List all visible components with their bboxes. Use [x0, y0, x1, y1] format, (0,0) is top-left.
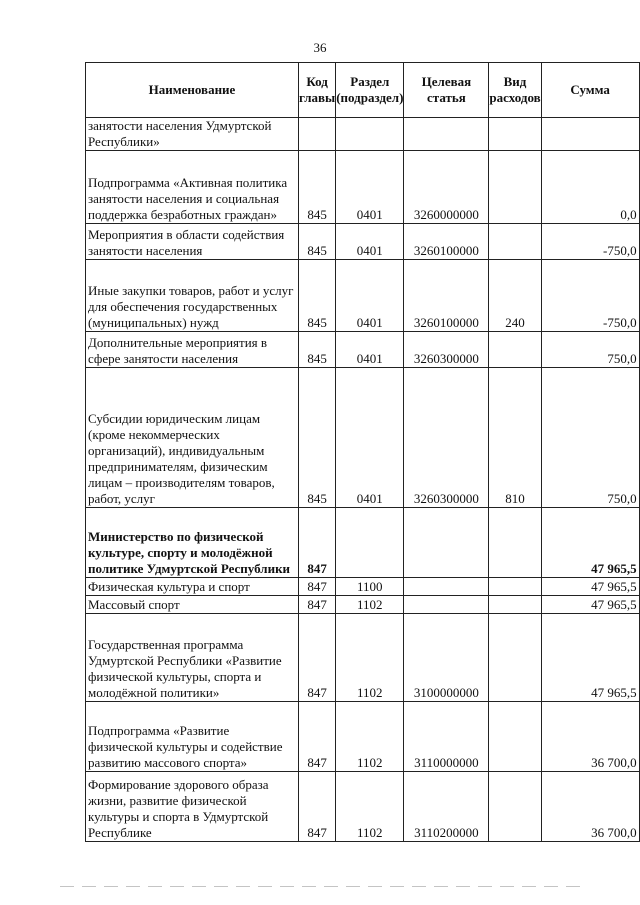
- row-target: 3260100000: [404, 224, 489, 260]
- row-section: 0401: [336, 332, 404, 368]
- table-row: [86, 702, 640, 772]
- row-kind: [489, 772, 541, 842]
- row-code: 845: [299, 151, 336, 224]
- row-target: 3110000000: [404, 702, 489, 772]
- table-row: [86, 332, 640, 368]
- row-sum: 750,0: [541, 332, 639, 368]
- row-section: 1102: [336, 596, 404, 614]
- row-section: 1102: [336, 702, 404, 772]
- row-code: 847: [299, 772, 336, 842]
- row-section: 0401: [336, 368, 404, 508]
- row-section: 0401: [336, 224, 404, 260]
- table-row: [86, 508, 640, 578]
- row-kind: [489, 332, 541, 368]
- row-sum: -750,0: [541, 260, 639, 332]
- table-row: [86, 260, 640, 332]
- row-sum: 36 700,0: [541, 702, 639, 772]
- row-target: [404, 578, 489, 596]
- row-kind: [489, 224, 541, 260]
- row-code: 847: [299, 596, 336, 614]
- row-name: Государственная программа Удмуртской Республики «Развитие физической культуры, спорта и молодёжной политики»: [86, 614, 299, 702]
- header-code: Код главы: [299, 63, 336, 118]
- header-target: Целевая статья: [404, 63, 489, 118]
- row-name: занятости населения Удмуртской Республики»: [86, 118, 299, 151]
- row-target: 3260300000: [404, 368, 489, 508]
- row-target: [404, 596, 489, 614]
- header-section: Раздел (подраздел): [336, 63, 404, 118]
- row-name: Министерство по физической культуре, спорту и молодёжной политике Удмуртской Республики: [86, 508, 299, 578]
- row-sum: 47 965,5: [541, 508, 639, 578]
- row-target: [404, 118, 489, 151]
- row-kind: [489, 596, 541, 614]
- row-section: [336, 118, 404, 151]
- table-row: [86, 596, 640, 614]
- row-target: 3260300000: [404, 332, 489, 368]
- row-section: 0401: [336, 260, 404, 332]
- row-name: Мероприятия в области содействия занятости населения: [86, 224, 299, 260]
- table-row: [86, 368, 640, 508]
- row-name: Дополнительные мероприятия в сфере занятости населения: [86, 332, 299, 368]
- row-kind: [489, 614, 541, 702]
- row-kind: [489, 118, 541, 151]
- row-kind: [489, 151, 541, 224]
- row-kind: 240: [489, 260, 541, 332]
- row-sum: 750,0: [541, 368, 639, 508]
- budget-table: [85, 62, 640, 842]
- row-sum: [541, 118, 639, 151]
- table-row: [86, 151, 640, 224]
- row-target: 3110200000: [404, 772, 489, 842]
- row-name: Физическая культура и спорт: [86, 578, 299, 596]
- table-row: [86, 614, 640, 702]
- row-target: 3260000000: [404, 151, 489, 224]
- row-code: 845: [299, 332, 336, 368]
- row-kind: [489, 508, 541, 578]
- row-section: [336, 508, 404, 578]
- row-code: 845: [299, 260, 336, 332]
- row-target: 3260100000: [404, 260, 489, 332]
- row-code: 845: [299, 368, 336, 508]
- row-sum: 36 700,0: [541, 772, 639, 842]
- table-row: [86, 224, 640, 260]
- row-target: [404, 508, 489, 578]
- row-section: 1102: [336, 772, 404, 842]
- row-kind: 810: [489, 368, 541, 508]
- row-section: 0401: [336, 151, 404, 224]
- footer-divider: [60, 886, 580, 887]
- row-name: Подпрограмма «Активная политика занятости населения и социальная поддержка безработных граждан»: [86, 151, 299, 224]
- table-header-row: [86, 63, 640, 118]
- row-code: 847: [299, 702, 336, 772]
- row-code: 847: [299, 508, 336, 578]
- row-name: Субсидии юридическим лицам (кроме некоммерческих организаций), индивидуальным предпринимателям, физическим лицам – производителям товаров, работ, услуг: [86, 368, 299, 508]
- row-sum: -750,0: [541, 224, 639, 260]
- header-kind: Вид расходов: [489, 63, 541, 118]
- header-name: Наименование: [86, 63, 299, 118]
- row-name: Подпрограмма «Развитие физической культуры и содействие развитию массового спорта»: [86, 702, 299, 772]
- table-row: [86, 772, 640, 842]
- row-name: Иные закупки товаров, работ и услуг для обеспечения государственных (муниципальных) нужд: [86, 260, 299, 332]
- table-row: [86, 118, 640, 151]
- row-name: Формирование здорового образа жизни, развитие физической культуры и спорта в Удмуртской Республике: [86, 772, 299, 842]
- row-code: 847: [299, 578, 336, 596]
- row-sum: 0,0: [541, 151, 639, 224]
- row-section: 1102: [336, 614, 404, 702]
- table-row: [86, 578, 640, 596]
- row-kind: [489, 702, 541, 772]
- row-code: 845: [299, 224, 336, 260]
- row-sum: 47 965,5: [541, 614, 639, 702]
- row-sum: 47 965,5: [541, 578, 639, 596]
- header-sum: Сумма: [541, 63, 639, 118]
- row-target: 3100000000: [404, 614, 489, 702]
- page-number: 36: [313, 40, 327, 55]
- row-sum: 47 965,5: [541, 596, 639, 614]
- row-code: 847: [299, 614, 336, 702]
- row-kind: [489, 578, 541, 596]
- row-section: 1100: [336, 578, 404, 596]
- row-code: [299, 118, 336, 151]
- row-name: Массовый спорт: [86, 596, 299, 614]
